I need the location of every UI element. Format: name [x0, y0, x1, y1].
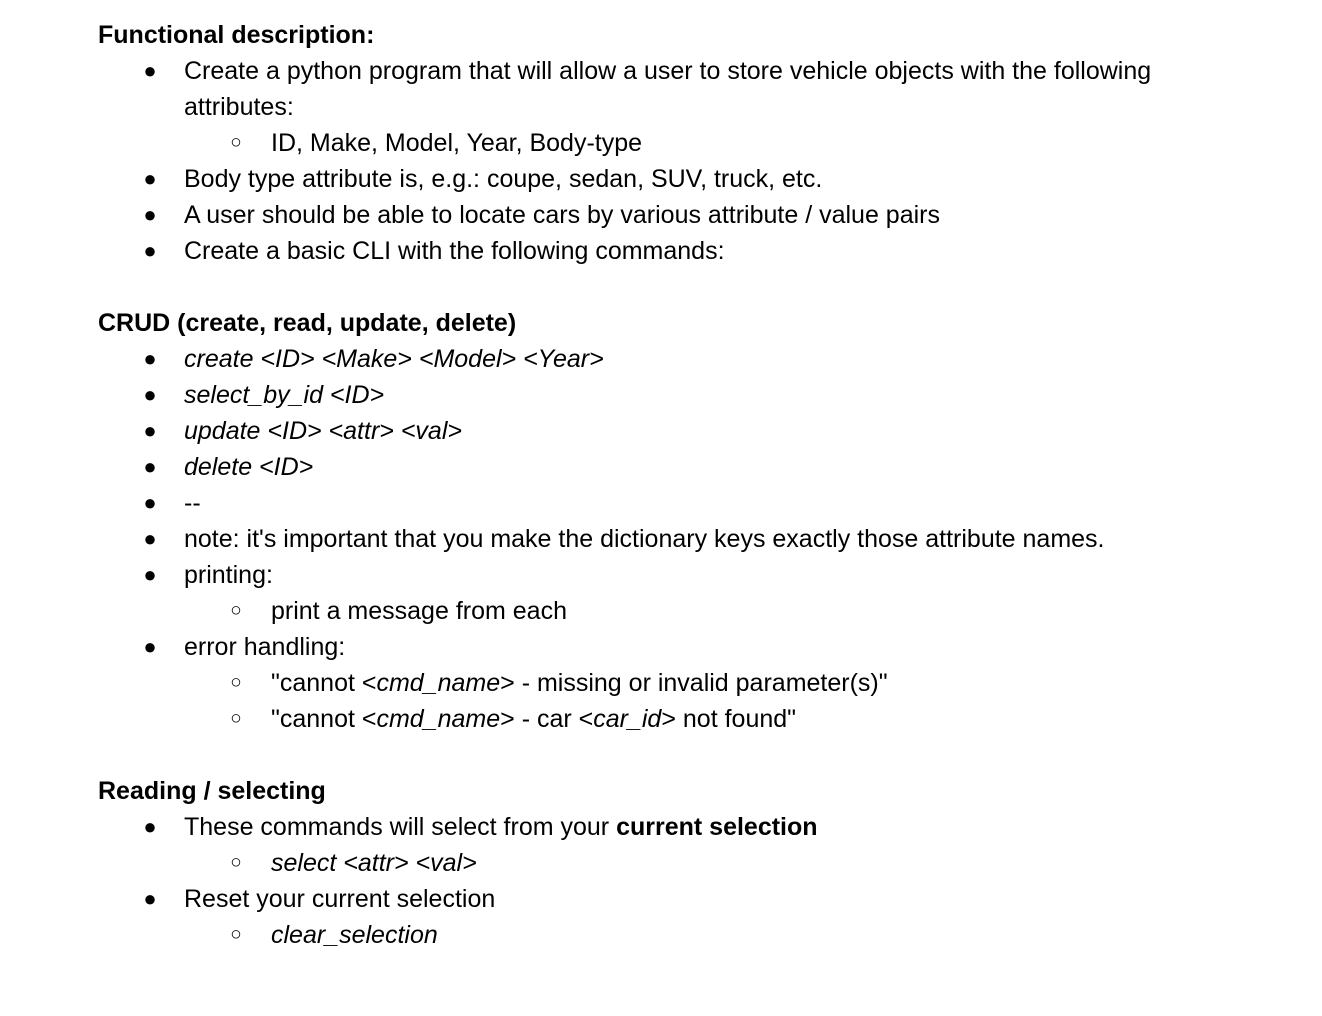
car-id-placeholder: car_id — [593, 705, 662, 733]
list-item-text: Body type attribute is, e.g.: coupe, sedan, SUV, truck, etc. — [184, 165, 823, 193]
bullet-icon: ● — [143, 886, 157, 911]
sub-list-item — [0, 917, 1322, 953]
bullet-icon: ● — [143, 814, 157, 839]
printing-text: printing: — [184, 561, 273, 589]
list-item-text-prefix: These commands will select from your — [184, 813, 617, 841]
sub-bullet-icon: ○ — [230, 708, 242, 729]
sub-list-item — [0, 845, 1322, 881]
sub-list-item — [0, 125, 1322, 161]
sub-bullet-icon: ○ — [230, 852, 242, 873]
sub-bullet-icon: ○ — [230, 600, 242, 621]
error-suffix: > - missing or invalid parameter(s)" — [500, 669, 888, 697]
sub-list-item — [0, 701, 1322, 737]
list-item — [0, 161, 1322, 197]
bullet-icon: ● — [143, 202, 157, 227]
sub-list-item — [0, 593, 1322, 629]
error-message-2 — [271, 701, 796, 737]
bullet-icon: ● — [143, 382, 157, 407]
current-selection-emphasis: current selection — [616, 813, 818, 841]
command-create: create <ID> <Make> <Model> <Year> — [184, 345, 604, 373]
list-item-text: attributes: — [184, 93, 294, 121]
bullet-icon: ● — [143, 526, 157, 551]
cmd-name-placeholder: cmd_name — [376, 705, 501, 733]
list-item — [0, 809, 1322, 845]
bullet-icon: ● — [143, 490, 157, 515]
list-item — [0, 485, 1322, 521]
list-item — [0, 53, 1322, 89]
list-item — [0, 629, 1322, 665]
command-update: update <ID> <attr> <val> — [184, 417, 462, 445]
bullet-icon: ● — [143, 346, 157, 371]
section-heading-crud: CRUD (create, read, update, delete) — [98, 309, 517, 337]
command-select-by-id: select_by_id <ID> — [184, 381, 385, 409]
sub-list-item-text: print a message from each — [271, 597, 567, 625]
bullet-icon: ● — [143, 58, 157, 83]
error-prefix: "cannot < — [271, 705, 377, 733]
sub-bullet-icon: ○ — [230, 132, 242, 153]
section-heading-reading-selecting: Reading / selecting — [98, 777, 326, 805]
cmd-name-placeholder: cmd_name — [376, 669, 501, 697]
sub-bullet-icon: ○ — [230, 924, 242, 945]
error-message-1 — [271, 665, 888, 701]
section-heading-functional-description: Functional description: — [98, 21, 375, 49]
bullet-icon: ● — [143, 166, 157, 191]
list-item — [0, 233, 1322, 269]
list-item-continuation — [0, 89, 1322, 125]
command-clear-selection: clear_selection — [271, 921, 438, 949]
list-item-text: A user should be able to locate cars by various attribute / value pairs — [184, 201, 940, 229]
bullet-icon: ● — [143, 634, 157, 659]
list-item — [0, 449, 1322, 485]
command-select: select <attr> <val> — [271, 849, 477, 877]
bullet-icon: ● — [143, 238, 157, 263]
sub-bullet-icon: ○ — [230, 672, 242, 693]
list-item-text: Reset your current selection — [184, 885, 496, 913]
list-item — [0, 881, 1322, 917]
command-delete: delete <ID> — [184, 453, 314, 481]
sub-list-item — [0, 665, 1322, 701]
list-item — [0, 377, 1322, 413]
list-item-text — [184, 809, 818, 845]
bullet-icon: ● — [143, 562, 157, 587]
list-item-text: Create a python program that will allow a user to store vehicle objects with the following — [184, 57, 1152, 85]
list-item — [0, 521, 1322, 557]
error-handling-text: error handling: — [184, 633, 346, 661]
error-prefix: "cannot < — [271, 669, 377, 697]
list-item — [0, 341, 1322, 377]
sub-list-item-text: ID, Make, Model, Year, Body-type — [271, 129, 643, 157]
error-suffix: > not found" — [661, 705, 797, 733]
list-item — [0, 413, 1322, 449]
list-item — [0, 197, 1322, 233]
bullet-icon: ● — [143, 418, 157, 443]
note-text: note: it's important that you make the dictionary keys exactly those attribute names. — [184, 525, 1105, 553]
error-middle: > - car < — [500, 705, 594, 733]
list-item — [0, 557, 1322, 593]
separator-text: -- — [184, 489, 201, 517]
list-item-text: Create a basic CLI with the following commands: — [184, 237, 725, 265]
bullet-icon: ● — [143, 454, 157, 479]
